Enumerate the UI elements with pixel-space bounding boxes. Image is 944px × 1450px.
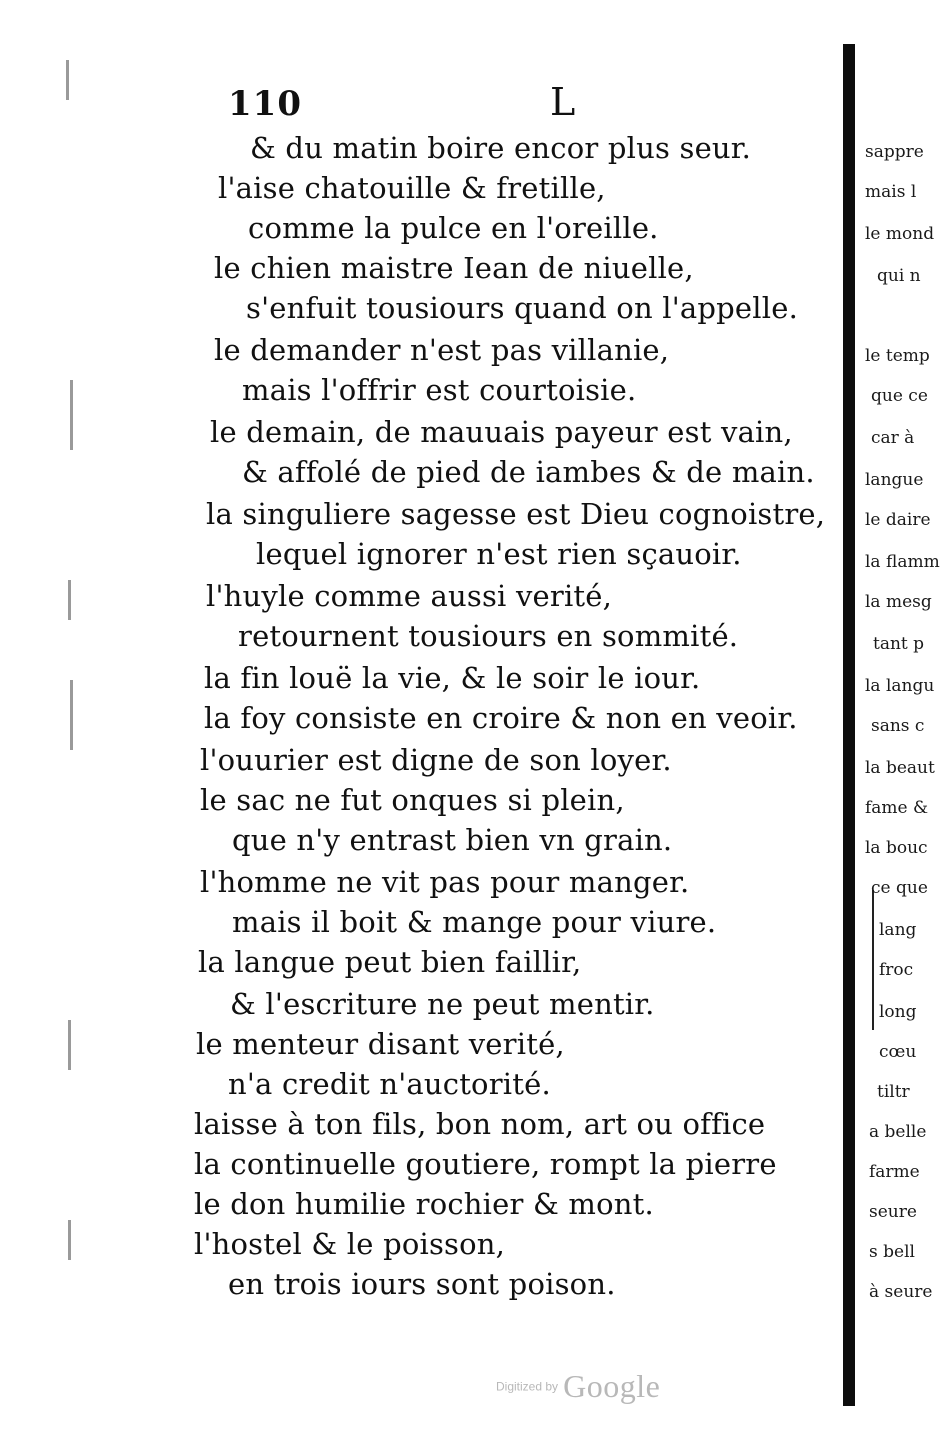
watermark-brand: Google (563, 1368, 661, 1404)
text-line: laisse à ton fils, bon nom, art ou office (194, 1107, 766, 1141)
text-line: le don humilie rochier & mont. (194, 1187, 654, 1221)
text-line: que n'y entrast bien vn grain. (232, 823, 673, 857)
page-edge-marks (52, 40, 82, 1340)
page-header (228, 80, 608, 124)
facing-line: car à (871, 428, 915, 448)
facing-line: la beaut (865, 758, 935, 778)
text-line: & du matin boire encor plus seur. (250, 131, 752, 165)
facing-line: ce que (871, 878, 928, 898)
digitized-watermark (496, 1368, 660, 1405)
facing-line: la langu (865, 676, 935, 696)
book-gutter (843, 44, 855, 1406)
text-line: l'ouurier est digne de son loyer. (200, 743, 672, 777)
text-line: la langue peut bien faillir, (198, 945, 582, 979)
facing-line: la bouc (865, 838, 928, 858)
facing-line: froc (879, 960, 914, 980)
facing-line: lang (879, 920, 917, 940)
facing-line: mais l (865, 182, 917, 202)
text-line: le chien maistre Iean de niuelle, (214, 251, 694, 285)
text-line: & affolé de pied de iambes & de main. (242, 455, 815, 489)
facing-line: le temp (865, 346, 930, 366)
text-line: le sac ne fut onques si plein, (200, 783, 625, 817)
facing-line: langue (865, 470, 924, 490)
facing-line: à seure (869, 1282, 933, 1302)
facing-line: le daire (865, 510, 931, 530)
text-line: le demain, de mauuais payeur est vain, (210, 415, 793, 449)
facing-page-rule (872, 890, 874, 1030)
text-line: s'enfuit tousiours quand on l'appelle. (246, 291, 799, 325)
text-line: en trois iours sont poison. (228, 1267, 616, 1301)
text-line: mais l'offrir est courtoisie. (242, 373, 637, 407)
text-line: la fin louë la vie, & le soir le iour. (204, 661, 701, 695)
facing-line: sans c (871, 716, 925, 736)
page-number: 110 (228, 84, 302, 124)
text-line: l'huyle comme aussi verité, (206, 579, 613, 613)
facing-line: cœu (879, 1042, 917, 1062)
text-line: le demander n'est pas villanie, (214, 333, 670, 367)
text-line: retournent tousiours en sommité. (238, 619, 739, 653)
facing-line: seure (869, 1202, 917, 1222)
text-line: n'a credit n'auctorité. (228, 1067, 551, 1101)
facing-line: le mond (865, 224, 935, 244)
text-line: & l'escriture ne peut mentir. (230, 987, 655, 1021)
text-line: l'hostel & le poisson, (194, 1227, 506, 1261)
text-line: lequel ignorer n'est rien sçauoir. (256, 537, 742, 571)
text-line: l'homme ne vit pas pour manger. (200, 865, 690, 899)
facing-line: s bell (869, 1242, 915, 1262)
facing-line: que ce (871, 386, 928, 406)
facing-line: a belle (869, 1122, 927, 1142)
facing-line: long (879, 1002, 917, 1022)
text-line: l'aise chatouille & fretille, (218, 171, 606, 205)
text-line: le menteur disant verité, (196, 1027, 565, 1061)
text-line: la singuliere sagesse est Dieu cognoistre, (206, 497, 826, 531)
facing-line: la flamm (865, 552, 940, 572)
facing-line: la mesg (865, 592, 932, 612)
text-line: la foy consiste en croire & non en veoir. (204, 701, 798, 735)
text-line: la continuelle goutiere, rompt la pierre (194, 1147, 777, 1181)
running-head: L (550, 80, 576, 124)
facing-page-fragment (857, 130, 944, 1330)
facing-line: tant p (873, 634, 925, 654)
facing-line: qui n (877, 266, 921, 286)
text-line: mais il boit & mange pour viure. (232, 905, 717, 939)
text-line: comme la pulce en l'oreille. (248, 211, 659, 245)
facing-line: sappre (865, 142, 924, 162)
facing-line: tiltr (877, 1082, 910, 1102)
facing-line: fame & (865, 798, 929, 818)
watermark-prefix: Digitized by (496, 1379, 559, 1394)
facing-line: farme (869, 1162, 920, 1182)
